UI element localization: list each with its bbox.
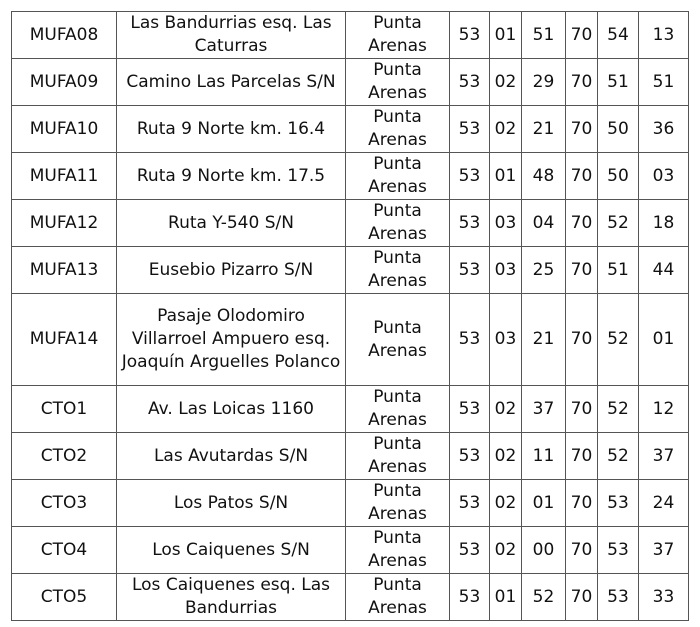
latitude-minutes-cell: 02 [490,59,522,106]
site-code-cell: CTO1 [12,386,117,433]
city-cell: Punta Arenas [346,294,450,386]
longitude-seconds-cell: 18 [639,200,689,247]
longitude-seconds-cell: 37 [639,433,689,480]
latitude-degrees-cell: 53 [450,527,490,574]
address-cell: Camino Las Parcelas S/N [117,59,346,106]
longitude-minutes-cell: 50 [598,106,639,153]
table-row [12,574,689,621]
city-cell: Punta Arenas [346,59,450,106]
longitude-degrees-cell: 70 [566,433,598,480]
latitude-seconds-cell: 51 [522,12,566,59]
longitude-seconds-cell: 51 [639,59,689,106]
latitude-degrees-cell: 53 [450,106,490,153]
city-cell: Punta Arenas [346,153,450,200]
address-cell: Los Caiquenes esq. Las Bandurrias [117,574,346,621]
longitude-minutes-cell: 54 [598,12,639,59]
city-cell: Punta Arenas [346,247,450,294]
longitude-seconds-cell: 01 [639,294,689,386]
longitude-minutes-cell: 51 [598,247,639,294]
latitude-degrees-cell: 53 [450,386,490,433]
longitude-seconds-cell: 24 [639,480,689,527]
latitude-seconds-cell: 48 [522,153,566,200]
site-code-cell: CTO4 [12,527,117,574]
longitude-minutes-cell: 51 [598,59,639,106]
longitude-minutes-cell: 52 [598,386,639,433]
latitude-degrees-cell: 53 [450,294,490,386]
longitude-degrees-cell: 70 [566,574,598,621]
latitude-seconds-cell: 01 [522,480,566,527]
city-cell: Punta Arenas [346,527,450,574]
latitude-seconds-cell: 52 [522,574,566,621]
city-cell: Punta Arenas [346,433,450,480]
latitude-degrees-cell: 53 [450,247,490,294]
table-row [12,386,689,433]
latitude-seconds-cell: 21 [522,294,566,386]
site-code-cell: CTO3 [12,480,117,527]
site-code-cell: CTO5 [12,574,117,621]
longitude-seconds-cell: 37 [639,527,689,574]
address-cell: Pasaje Olodomiro Villarroel Ampuero esq. Joaquín Arguelles Polanco [117,294,346,386]
latitude-minutes-cell: 03 [490,200,522,247]
latitude-seconds-cell: 04 [522,200,566,247]
address-cell: Las Bandurrias esq. Las Caturras [117,12,346,59]
longitude-degrees-cell: 70 [566,527,598,574]
table-row [12,59,689,106]
latitude-minutes-cell: 01 [490,153,522,200]
site-code-cell: MUFA12 [12,200,117,247]
latitude-degrees-cell: 53 [450,12,490,59]
site-code-cell: MUFA10 [12,106,117,153]
table-row [12,433,689,480]
longitude-seconds-cell: 03 [639,153,689,200]
longitude-seconds-cell: 13 [639,12,689,59]
longitude-degrees-cell: 70 [566,200,598,247]
latitude-minutes-cell: 02 [490,106,522,153]
address-cell: Las Avutardas S/N [117,433,346,480]
address-cell: Eusebio Pizarro S/N [117,247,346,294]
site-code-cell: CTO2 [12,433,117,480]
longitude-seconds-cell: 33 [639,574,689,621]
city-cell: Punta Arenas [346,200,450,247]
latitude-degrees-cell: 53 [450,153,490,200]
table-row [12,153,689,200]
latitude-minutes-cell: 02 [490,433,522,480]
latitude-seconds-cell: 00 [522,527,566,574]
longitude-degrees-cell: 70 [566,294,598,386]
city-cell: Punta Arenas [346,480,450,527]
latitude-seconds-cell: 37 [522,386,566,433]
latitude-minutes-cell: 02 [490,386,522,433]
longitude-minutes-cell: 52 [598,200,639,247]
table-row [12,106,689,153]
latitude-degrees-cell: 53 [450,59,490,106]
city-cell: Punta Arenas [346,574,450,621]
longitude-degrees-cell: 70 [566,12,598,59]
site-code-cell: MUFA08 [12,12,117,59]
longitude-minutes-cell: 53 [598,574,639,621]
city-cell: Punta Arenas [346,106,450,153]
latitude-degrees-cell: 53 [450,574,490,621]
latitude-degrees-cell: 53 [450,433,490,480]
longitude-degrees-cell: 70 [566,480,598,527]
latitude-degrees-cell: 53 [450,200,490,247]
latitude-minutes-cell: 01 [490,12,522,59]
address-cell: Los Patos S/N [117,480,346,527]
longitude-minutes-cell: 53 [598,480,639,527]
table-row [12,480,689,527]
latitude-seconds-cell: 29 [522,59,566,106]
longitude-minutes-cell: 50 [598,153,639,200]
address-cell: Los Caiquenes S/N [117,527,346,574]
latitude-degrees-cell: 53 [450,480,490,527]
latitude-minutes-cell: 02 [490,480,522,527]
table-row [12,12,689,59]
longitude-degrees-cell: 70 [566,386,598,433]
city-cell: Punta Arenas [346,386,450,433]
site-code-cell: MUFA11 [12,153,117,200]
latitude-seconds-cell: 25 [522,247,566,294]
address-cell: Av. Las Loicas 1160 [117,386,346,433]
latitude-minutes-cell: 03 [490,247,522,294]
latitude-minutes-cell: 01 [490,574,522,621]
longitude-degrees-cell: 70 [566,106,598,153]
longitude-minutes-cell: 52 [598,294,639,386]
address-cell: Ruta Y-540 S/N [117,200,346,247]
longitude-seconds-cell: 36 [639,106,689,153]
longitude-seconds-cell: 44 [639,247,689,294]
table-row [12,527,689,574]
address-cell: Ruta 9 Norte km. 17.5 [117,153,346,200]
longitude-degrees-cell: 70 [566,247,598,294]
latitude-seconds-cell: 21 [522,106,566,153]
table-row [12,247,689,294]
latitude-minutes-cell: 03 [490,294,522,386]
latitude-seconds-cell: 11 [522,433,566,480]
site-code-cell: MUFA14 [12,294,117,386]
longitude-degrees-cell: 70 [566,153,598,200]
address-cell: Ruta 9 Norte km. 16.4 [117,106,346,153]
site-code-cell: MUFA09 [12,59,117,106]
site-code-cell: MUFA13 [12,247,117,294]
longitude-minutes-cell: 53 [598,527,639,574]
longitude-degrees-cell: 70 [566,59,598,106]
table-row [12,200,689,247]
longitude-minutes-cell: 52 [598,433,639,480]
longitude-seconds-cell: 12 [639,386,689,433]
table-row [12,294,689,386]
coordinates-table [11,11,689,621]
latitude-minutes-cell: 02 [490,527,522,574]
city-cell: Punta Arenas [346,12,450,59]
